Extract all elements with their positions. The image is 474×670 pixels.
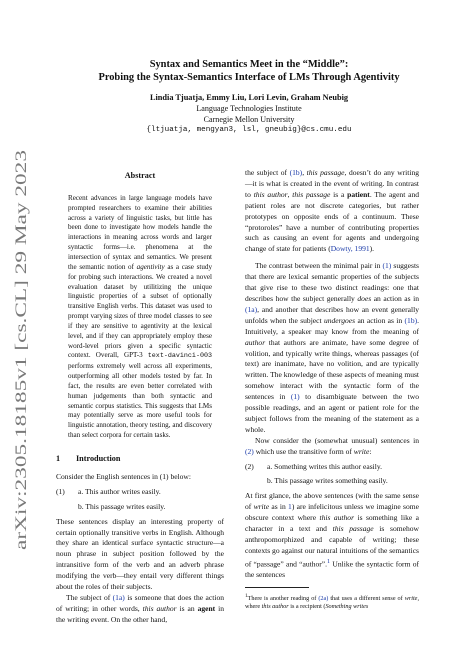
emphasis: undergoes [323, 315, 356, 325]
text: , [287, 189, 293, 199]
emphasis: write [404, 595, 418, 603]
emphasis: this author [253, 189, 288, 199]
abstract-text: as a case study for probing such interactions. We created a novel evaluation dataset by utilitizing the unique linguistic properties of a subset of optionally transitive English verbs. This dataset was used to prompt varying sizes of three model classes to see if they are sensitive to agentivity at the lexical level, and if they can appropriately employ these word-level priors given a specific syntactic context. Overall, GPT-3 [68, 262, 213, 360]
intro-paragraph-2 [56, 593, 224, 626]
example-ref-link[interactable]: (1) [290, 392, 300, 402]
author-emails: {ltjuatja, mengyan3, lsl, gneubig}@cs.cmu.edu [146, 126, 352, 134]
emphasis: write [353, 446, 370, 456]
text: At first glance, the above sentences (with the same sense of [245, 491, 419, 512]
text: . Intuitively, a speaker may know from the meaning of [245, 315, 419, 336]
paper-header [50, 58, 448, 136]
example-2 [245, 462, 419, 492]
example-number: (1) [56, 486, 65, 496]
example-items [78, 487, 165, 517]
example-1 [56, 487, 224, 517]
text: , where [245, 595, 419, 611]
emphasis: this passage [306, 168, 345, 177]
model-name: text-davinci-003 [147, 352, 212, 361]
text: that uses a different sense of [328, 595, 405, 603]
title-line-1: Syntax and Semantics Meet in the “Middle”: [149, 59, 349, 70]
emphasis: author [245, 337, 266, 347]
abstract-text: Recent advances in large language models have prompted researchers to examine their abilities across a variety of linguistic tasks, but little has been done to investigate how models handle the interactions in meaning across words and larger syntactic forms—i.e. phenomena at the intersection of syntax and semantics. We present the semantic notion of [68, 193, 212, 271]
example-2b: b. This passage writes something easily. [267, 476, 388, 486]
abstract-emphasis: agentivity [136, 262, 165, 271]
text: is somehow anthropomorphized and capable of writing; these contexts go against our natural intuitions of the semantics of “passage” and “author”. [245, 524, 419, 569]
citation-link[interactable]: Dowty, 1991 [330, 244, 370, 254]
footnote-separator [245, 587, 309, 588]
bold-term: patient [347, 189, 370, 199]
text: is an [176, 603, 198, 613]
text: There is another reading of [247, 595, 319, 603]
text: . The agent and patient roles are not discrete categories, but rather prototypes on opposite ends of a continuum. These “protoroles” have a number of contributing properties such as causing an event for agents and undergoing change of state for patients ( [245, 189, 420, 254]
emphasis: this passage [332, 524, 374, 534]
paper-title [50, 58, 448, 84]
affiliation-line-1: Language Technologies Institute [196, 104, 302, 113]
right-paragraph-4 [245, 491, 419, 581]
text: ) are infelicitous unless we imagine some obscure context where [245, 502, 419, 523]
text: Unlike the syntactic form of the sentences [245, 559, 419, 580]
intro-paragraph-1: These sentences display an interesting property of certain optionally transitive verbs in English. Although they share an identical surface syntactic structure—a noun phrase in subject position followed by the intransitive form of the verb and an adverb phrase modifying the verb—they entail very different things about the roles of their subjects. [56, 516, 224, 592]
text: : [369, 446, 372, 456]
footnote-number: 1 [245, 593, 248, 600]
text: to disambiguate between the two possible readings, and an agent or patient role for the subject follows from the meaning of the statement as a whole. [245, 392, 420, 434]
emphasis: this author [319, 513, 355, 523]
text: in the writing event. On the other hand, [56, 603, 224, 624]
right-column [245, 168, 419, 611]
footnote-marker[interactable]: 1 [327, 557, 331, 565]
arxiv-stamp-graphic [8, 140, 32, 560]
emphasis: this author [142, 603, 177, 613]
example-ref-link[interactable]: (2) [245, 446, 254, 456]
example-ref-link[interactable]: (1b) [404, 315, 418, 325]
emphasis: Something writes [325, 603, 369, 611]
footnote [245, 592, 419, 611]
right-paragraph-2 [245, 261, 419, 436]
text: the subject of [245, 168, 290, 177]
example-ref-link[interactable]: (1) [382, 261, 392, 271]
right-paragraph-1 [245, 168, 419, 255]
example-ref-link[interactable]: (1b) [289, 168, 303, 177]
example-1a: a. This author writes easily. [78, 486, 161, 496]
example-items [267, 462, 388, 492]
example-number: (2) [245, 461, 254, 471]
text: is a recipient ( [288, 603, 326, 611]
emphasis: does [357, 293, 372, 303]
emphasis: write [253, 502, 270, 512]
text: is a [330, 189, 348, 199]
text: an action as in [355, 315, 405, 325]
text: suggests that there are lexical semantic properties of the subjects that give rise to these two distinct readings: one that describes how the subject generally [245, 261, 419, 303]
arxiv-stamp-text: arXiv:2305.18185v1 [cs.CL] 29 May 2023 [13, 283, 30, 550]
arxiv-stamp [8, 140, 32, 560]
example-1b: b. This passage writes easily. [78, 501, 166, 511]
abstract-text: performs extremely well across all experiments, outperforming all other models tested by far. In fact, the results are even better correlated with human judgements than both syntactic and semantic corpus statistics. This suggests that LMs may potentially serve as more useful tools for linguistic annotation, theory testing, and discovery than select corpora for certain tasks. [68, 362, 212, 440]
title-line-2: Probing the Syntax-Semantics Interface of LMs Through Agentivity [98, 72, 400, 83]
example-ref-link[interactable]: (2a) [318, 595, 329, 603]
author-list: Lindia Tjuatja, Emmy Liu, Lori Levin, Graham Neubig [149, 93, 349, 102]
emphasis: this passage [292, 189, 331, 199]
abstract-body [68, 194, 212, 441]
text: which use the transitive form of [253, 446, 354, 456]
text: is something like a character in a text and [245, 513, 420, 534]
text: Now consider the (somewhat unusual) sentences in [255, 435, 419, 445]
text: as in [269, 502, 289, 512]
example-2a: a. Something writes this author easily. [267, 461, 383, 471]
text: an action as in [371, 293, 419, 303]
example-ref-link[interactable]: (1a) [112, 592, 125, 602]
left-column [56, 168, 224, 626]
text: is someone that does the action of writing; in other words, [56, 592, 224, 613]
section-heading-introduction [56, 454, 224, 465]
text: , [302, 168, 307, 177]
emphasis: this author [261, 603, 289, 611]
abstract-heading: Abstract [124, 171, 156, 180]
right-paragraph-3 [245, 436, 419, 458]
section-number: 1 [56, 454, 61, 463]
intro-lead: Consider the English sentences in (1) below: [56, 471, 191, 481]
bold-term: agent [197, 603, 216, 613]
text: The subject of [66, 592, 113, 602]
example-ref-link[interactable]: (1a) [245, 304, 258, 314]
text: , and another that describes how an event generally unfolds when the subject [245, 304, 419, 325]
text: The contrast between the minimal pair in [255, 261, 383, 271]
text: ). [369, 244, 375, 254]
affiliation-line-2: Carnegie Mellon University [203, 115, 295, 124]
text: , doesn’t do any writing—it is what is created in the event of writing. In contrast to [245, 168, 420, 199]
text: that authors are animate, have some degree of volition, and typically write things, whereas passages (of text) are inanimate, have no volition, and are typically written. The knowledge of these aspects of meaning must somehow interact with the syntactic form of the sentences in [245, 337, 419, 402]
section-title: Introduction [76, 454, 121, 463]
example-ref-link[interactable]: 1 [288, 502, 292, 512]
